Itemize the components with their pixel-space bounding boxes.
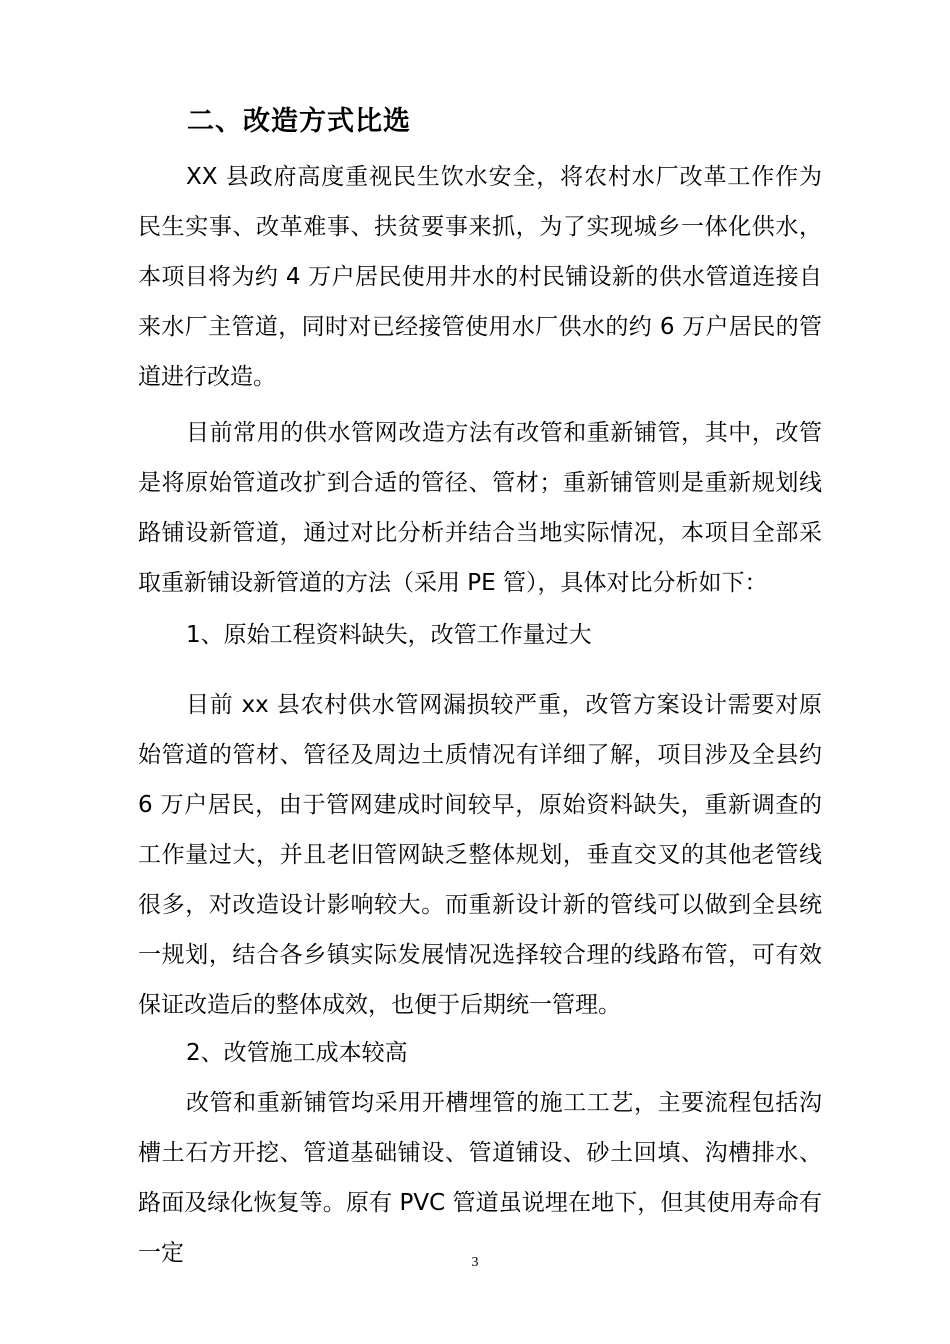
paragraph-cost: 改管和重新铺管均采用开槽埋管的施工工艺，主要流程包括沟槽土石方开挖、管道基础铺设、管道铺设、砂土回填、沟槽排水、路面及绿化恢复等。原有 PVC 管道虽说埋在地下，但其使用寿命有一定 [138,1090,822,1266]
section-heading: 二、改造方式比选 [187,106,411,137]
subheading-1: 1、原始工程资料缺失，改管工作量过大 [186,622,592,648]
page-number: 3 [471,1255,479,1270]
paragraph-data-missing: 目前 xx 县农村供水管网漏损较严重，改管方案设计需要对原始管道的管材、管径及周边土质情况有详细了解，项目涉及全县约 6 万户居民，由于管网建成时间较早，原始资料缺失，重新调查的工作量过大，并且老旧管网缺乏整体规划，垂直交叉的其他老管线很多，对改造设计影响较大。而重新设计新的管线可以做到全县统一规划，结合各乡镇实际发展情况选择较合理的线路布管，可有效保证改造后的整体成效，也便于后期统一管理。 [138,692,822,1018]
subheading-2: 2、改管施工成本较高 [186,1040,408,1066]
paragraph-intro: XX 县政府高度重视民生饮水安全，将农村水厂改革工作作为民生实事、改革难事、扶贫要事来抓，为了实现城乡一体化供水，本项目将为约 4 万户居民使用井水的村民铺设新的供水管道连接自来水厂主管道，同时对已经接管使用水厂供水的约 6 万户居民的管道进行改造。 [138,164,822,390]
paragraph-methods: 目前常用的供水管网改造方法有改管和重新铺管，其中，改管是将原始管道改扩到合适的管径、管材；重新铺管则是重新规划线路铺设新管道，通过对比分析并结合当地实际情况，本项目全部采取重新铺设新管道的方法（采用 PE 管），具体对比分析如下： [138,420,822,596]
